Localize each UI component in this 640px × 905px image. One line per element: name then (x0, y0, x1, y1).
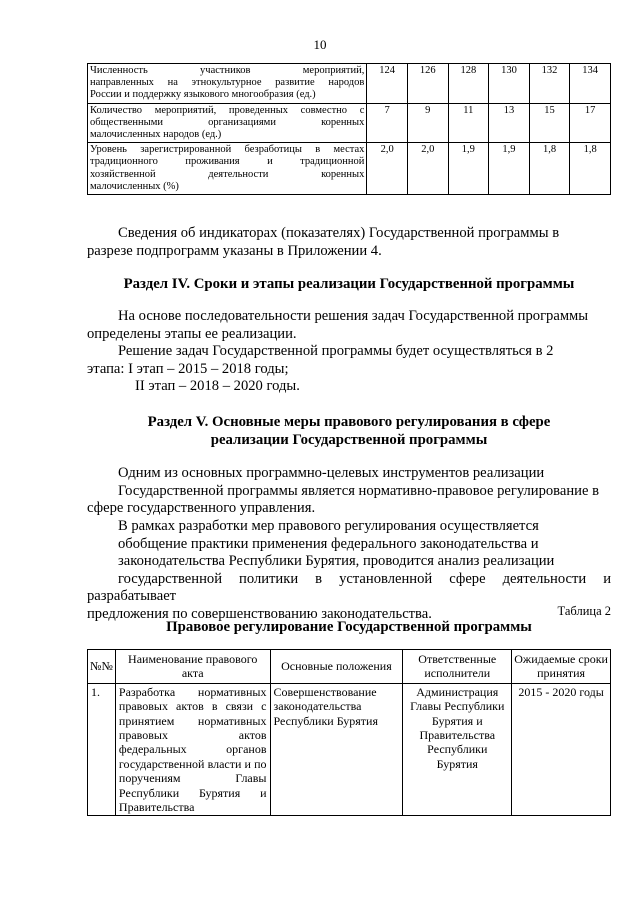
indicator-value: 2,0 (367, 143, 408, 195)
table-row (88, 143, 611, 195)
table-row (88, 683, 611, 816)
column-header-executors: Ответственные исполнители (403, 650, 512, 684)
indicator-value: 130 (489, 64, 530, 104)
act-name: Разработка нормативных правовых актов в связи с принятием нормативных правовых актов федеральных органов государственной власти и по поручениям Главы Республики Бурятия и Правительства (115, 683, 270, 816)
executors: Администрация Главы Республики Бурятия и Правительства Республики Бурятия (403, 683, 512, 816)
section-5-paragraph-2: В рамках разработки мер правового регулирования осуществляется обобщение практики применения федерального законодательства и законодательства Республики Бурятия, проводится анализ реализации государственной политики в установленной сфере деятельности и разрабатывает предложения по совершенствованию законодательства. (87, 518, 611, 622)
section-4-heading: Раздел IV. Сроки и этапы реализации Государственной программы (123, 276, 575, 292)
indicator-label: Количество мероприятий, проведенных совместно с общественными организациями коренных малочисленных народов (ед.) (88, 103, 367, 143)
section-4-paragraph-2: Решение задач Государственной программы будет осуществляться в 2 этапа: I этап – 2015 – 2018 годы; (87, 343, 554, 377)
column-header-dates: Ожидаемые сроки принятия (512, 650, 611, 684)
indicator-value: 128 (448, 64, 489, 104)
expected-dates: 2015 - 2020 годы (512, 683, 611, 816)
section-4-paragraph-1: На основе последовательности решения задач Государственной программы определены этапы ее реализации. (87, 308, 589, 342)
provisions: Совершенствование законодательства Республики Бурятия (270, 683, 403, 816)
indicator-value: 132 (529, 64, 570, 104)
table-row (88, 64, 611, 104)
indicator-value: 9 (407, 103, 448, 143)
indicator-value: 1,8 (570, 143, 611, 195)
column-header-provisions: Основные положения (270, 650, 403, 684)
indicator-value: 134 (570, 64, 611, 104)
table-header-row (88, 650, 611, 684)
indicators-table (87, 63, 611, 195)
section-5-paragraph-1: Одним из основных программно-целевых инструментов реализации Государственной программы является нормативно-правовое регулирование в сфере государственного управления. (87, 465, 599, 516)
indicator-value: 15 (529, 103, 570, 143)
page-number: 10 (313, 37, 327, 52)
column-header-number: №№ (88, 650, 116, 684)
indicator-value: 1,9 (448, 143, 489, 195)
row-number: 1. (88, 683, 116, 816)
indicator-value: 126 (407, 64, 448, 104)
indicator-value: 1,9 (489, 143, 530, 195)
indicator-value: 11 (448, 103, 489, 143)
indicator-value: 7 (367, 103, 408, 143)
column-header-act: Наименование правового акта (115, 650, 270, 684)
table-title: Правовое регулирование Государственной программы (166, 619, 532, 635)
indicator-value: 13 (489, 103, 530, 143)
legal-regulation-table (87, 649, 611, 816)
table-row (88, 103, 611, 143)
section-5-heading: Раздел V. Основные меры правового регулирования в сфере реализации Государственной программы (147, 414, 551, 448)
indicator-value: 1,8 (529, 143, 570, 195)
indicator-value: 17 (570, 103, 611, 143)
indicator-value: 124 (367, 64, 408, 104)
indicator-label: Уровень зарегистрированной безработицы в местах традиционного проживания и традиционной хозяйственной деятельности коренных малочисленных (%) (88, 143, 367, 195)
table-caption: Таблица 2 (557, 604, 611, 618)
section-4-paragraph-3: II этап – 2018 – 2020 годы. (135, 378, 300, 394)
indicator-label: Численность участников мероприятий, направленных на этнокультурное развитие народов России и поддержку языкового многообразия (ед.) (88, 64, 367, 104)
indicators-paragraph: Сведения об индикаторах (показателях) Государственной программы в разрезе подпрограмм указаны в Приложении 4. (87, 225, 560, 259)
indicator-value: 2,0 (407, 143, 448, 195)
